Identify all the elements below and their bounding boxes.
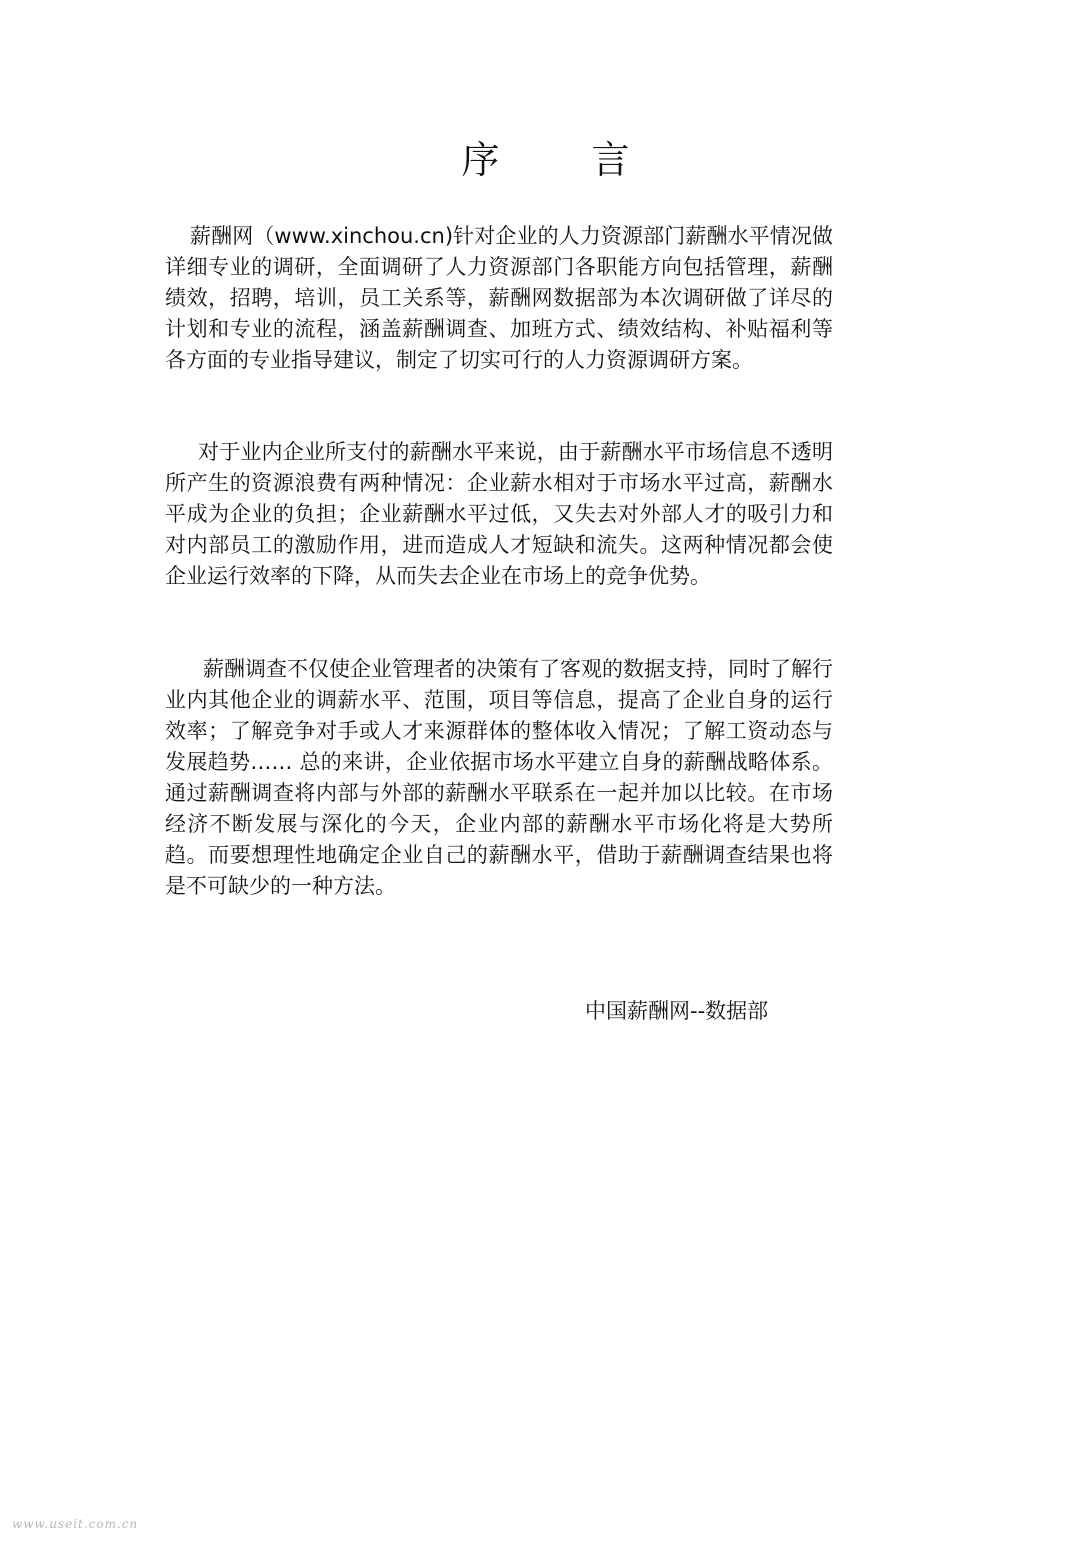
signature: 中国薪酬网--数据部 <box>585 999 769 1023</box>
watermark: www.useit.com.cn <box>12 1517 139 1531</box>
page-title: 序 言 <box>461 138 670 182</box>
intro-paragraph-2: 对于业内企业所支付的薪酬水平来说，由于薪酬水平市场信息不透明所产生的资源浪费有两种情况：企业薪水相对于市场水平过高，薪酬水平成为企业的负担；企业薪酬水平过低，又失去对外部人才的吸引力和对内部员工的激励作用，进而造成人才短缺和流失。这两种情况都会使企业运行效率的下降，从而失去企业在市场上的竞争优势。 <box>165 440 833 588</box>
intro-paragraph-1: 薪酬网（www.xinchou.cn)针对企业的人力资源部门薪酬水平情况做详细专业的调研，全面调研了人力资源部门各职能方向包括管理，薪酬绩效，招聘，培训，员工关系等，薪酬网数据部为本次调研做了详尽的计划和专业的流程，涵盖薪酬调查、加班方式、绩效结构、补贴福利等各方面的专业指导建议，制定了切实可行的人力资源调研方案。 <box>165 224 833 372</box>
intro-paragraph-3: 薪酬调查不仅使企业管理者的决策有了客观的数据支持，同时了解行业内其他企业的调薪水平、范围，项目等信息，提高了企业自身的运行效率；了解竞争对手或人才来源群体的整体收入情况；了解工资动态与发展趋势…… 总的来讲，企业依据市场水平建立自身的薪酬战略体系。通过薪酬调查将内部与外部的薪酬水平联系在一起并加以比较。在市场经济不断发展与深化的今天，企业内部的薪酬水平市场化将是大势所趋。而要想理性地确定企业自己的薪酬水平，借助于薪酬调查结果也将是不可缺少的一种方法。 <box>165 657 833 898</box>
